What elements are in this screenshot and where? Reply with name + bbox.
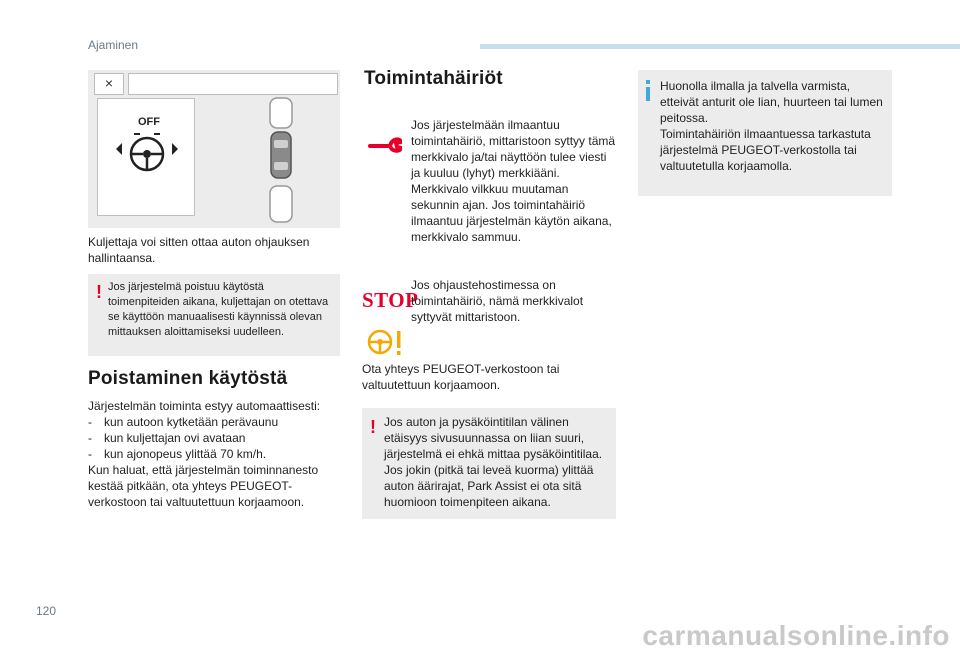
info-icon-dot bbox=[646, 80, 650, 84]
wrench-icon bbox=[368, 134, 402, 154]
warning-icon: ! bbox=[370, 417, 376, 437]
section-title: Ajaminen bbox=[88, 38, 139, 52]
stop-icon: STOP bbox=[362, 288, 419, 312]
steering-wheel-icon bbox=[112, 132, 182, 178]
info-icon bbox=[646, 87, 650, 101]
fault-text-1: Jos järjestelmään ilmaantuu toimintahäiriö, mittaristoon syttyy tämä merkkivalo ja/tai näyttöön tulee viesti ja kuuluu (lyhyt) merkkiääni. Merkkivalo vilkkuu muutaman sekunnin ajan. Jos toimintahäiriö ilmaantuu järjestelmän käytön aikana, merkkivalo sammuu. bbox=[411, 118, 616, 244]
display-field bbox=[128, 73, 338, 95]
deactivation-list bbox=[88, 414, 338, 462]
arrow-left-icon bbox=[116, 143, 122, 155]
header-rule bbox=[480, 44, 960, 49]
off-label: OFF bbox=[138, 116, 160, 128]
contact-text: Ota yhteys PEUGEOT-verkostoon tai valtuutettuun korjaamoon. bbox=[362, 362, 560, 392]
parked-cars-icon bbox=[264, 96, 298, 226]
list-item: - kun autoon kytketään perävaunu bbox=[88, 415, 279, 429]
arrow-right-icon bbox=[172, 143, 178, 155]
heading-deactivation: Poistaminen käytöstä bbox=[88, 368, 288, 389]
close-button[interactable]: × bbox=[94, 73, 124, 95]
warning-text-2: Jos auton ja pysäköintitilan välinen etäisyys sivusuunnassa on liian suuri, järjestelmä ei ehkä mittaa pysäköintitilaa. Jos jokin (pitkä tai leveä kuorma) ylittää auton äärirajat, Park Assist ei ota sitä huomioon toimenpiteen aikana. bbox=[384, 415, 603, 509]
paragraph-takeover: Kuljettaja voi sitten ottaa auton ohjauksen hallintaansa. bbox=[88, 235, 310, 265]
deactivation-intro: Järjestelmän toiminta estyy automaattisesti: bbox=[88, 399, 321, 413]
info-text: Huonolla ilmalla ja talvella varmista, etteivät anturit ole lian, huurteen tai lumen peitossa. Toimintahäiriön ilmaantuessa tarkastuta järjestelmä PEUGEOT-verkostolla tai valtuutetulla korjaamolla. bbox=[660, 79, 883, 173]
warning-icon: ! bbox=[96, 282, 102, 302]
car-icon bbox=[271, 132, 291, 178]
fault-text-2: Jos ohjaustehostimessa on toimintahäiriö, nämä merkkivalot syttyvät mittaristoon. bbox=[411, 278, 584, 324]
heading-malfunctions: Toimintahäiriöt bbox=[364, 68, 503, 89]
list-item: - kun ajonopeus ylittää 70 km/h. bbox=[88, 447, 267, 461]
warning-text: Jos järjestelmä poistuu käytöstä toimenpiteiden aikana, kuljettajan on otettava se käyttöön manuaalisesti käynnissä olevan mittauksen aloittamiseksi uudelleen. bbox=[108, 281, 329, 338]
page-number: 120 bbox=[36, 604, 57, 618]
list-item: - kun kuljettajan ovi avataan bbox=[88, 431, 246, 445]
deactivation-outro: Kun haluat, että järjestelmän toiminnanesto kestää pitkään, ota yhteys PEUGEOT-verkostoon tai valtuutettuun korjaamoon. bbox=[88, 463, 319, 509]
watermark: carmanualsonline.info bbox=[642, 620, 950, 651]
power-steering-warning-icon bbox=[366, 328, 406, 358]
